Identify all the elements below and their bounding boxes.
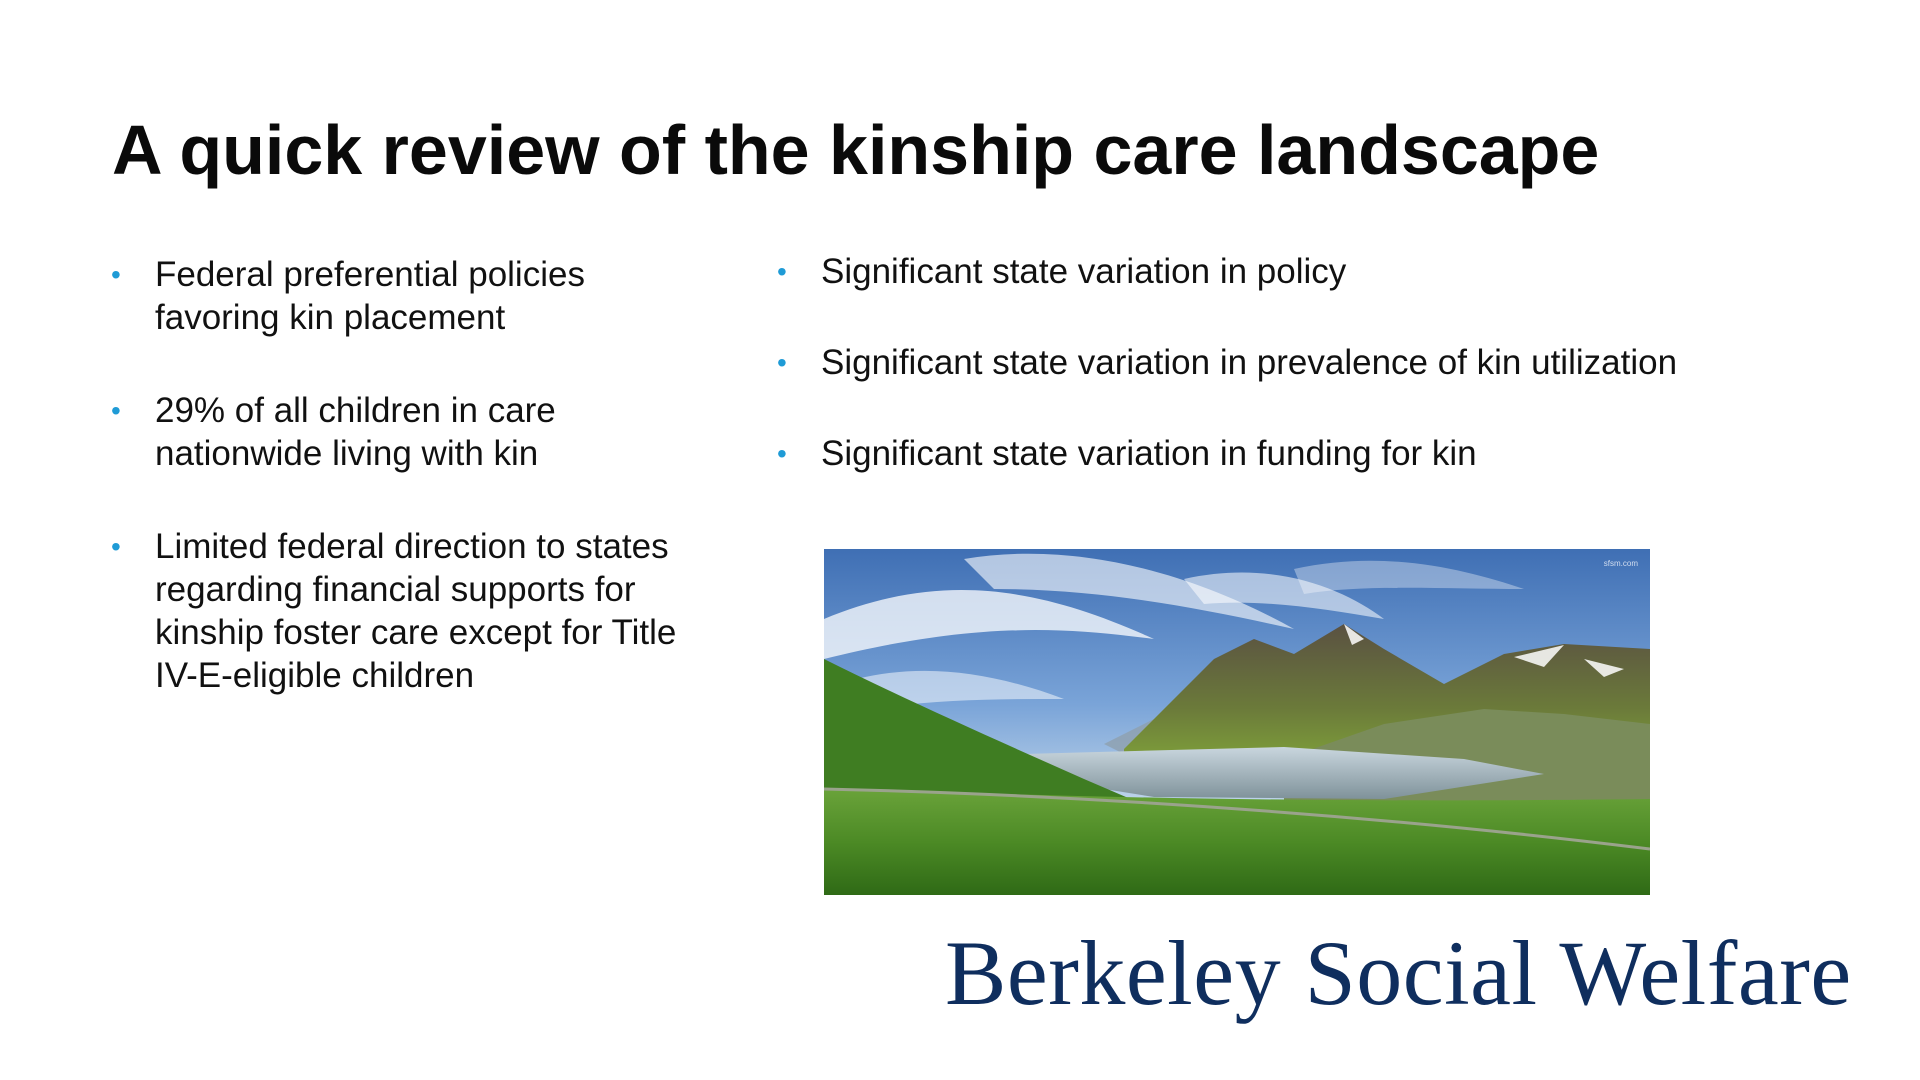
list-item — [111, 525, 711, 697]
bullet-text: Significant state variation in prevalence of kin utilization — [821, 343, 1678, 382]
list-item — [111, 253, 711, 339]
bullet-icon: • — [111, 531, 121, 562]
right-bullet-list — [777, 250, 1837, 523]
list-item — [111, 389, 711, 475]
bullet-icon: • — [111, 395, 121, 426]
list-item — [777, 432, 1837, 475]
bullet-icon: • — [777, 256, 787, 287]
bullet-icon: • — [111, 259, 121, 290]
bullet-text: Significant state variation in policy — [821, 252, 1347, 291]
bullet-icon: • — [777, 347, 787, 378]
berkeley-social-welfare-logo: Berkeley Social Welfare — [945, 922, 1852, 1024]
bullet-text: Significant state variation in funding for kin — [821, 434, 1477, 473]
bullet-text: Federal preferential policies favoring kin placement — [155, 255, 585, 337]
landscape-photo — [824, 549, 1650, 895]
list-item — [777, 250, 1837, 293]
slide-title: A quick review of the kinship care landscape — [112, 111, 1600, 189]
bullet-text: 29% of all children in care nationwide living with kin — [155, 391, 556, 473]
left-bullet-list — [111, 253, 711, 747]
list-item — [777, 341, 1837, 384]
mountain-lake-landscape-image — [824, 549, 1650, 895]
bullet-text: Limited federal direction to states regarding financial supports for kinship foster care except for Title IV-E-eligible children — [155, 527, 677, 695]
photo-credit: sfsm.com — [1603, 559, 1638, 568]
bullet-icon: • — [777, 438, 787, 469]
